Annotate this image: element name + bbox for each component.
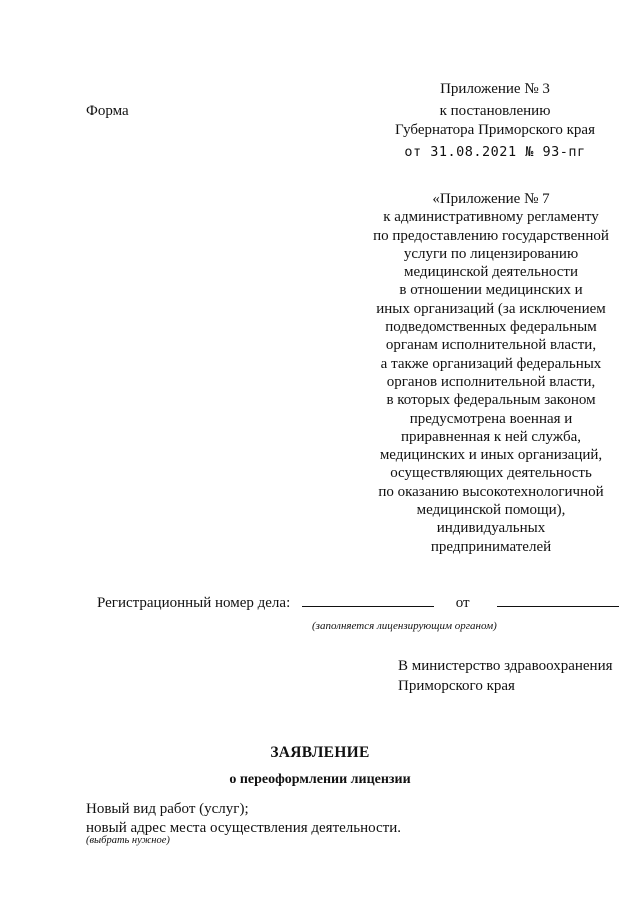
addressee-line2: Приморского края: [398, 678, 515, 694]
appendix7-line: иных организаций (за исключением: [376, 300, 606, 317]
option-new-work-type: Новый вид работ (услуг);: [86, 801, 249, 817]
appendix7-line: приравненная к ней служба,: [401, 428, 581, 445]
registration-note: (заполняется лицензирующим органом): [312, 620, 497, 632]
appendix7-line: предпринимателей: [430, 538, 552, 555]
appendix7-line: осуществляющих деятельность: [390, 465, 592, 482]
date-number-stamp: от 31.08.2021 № 93-пг: [404, 144, 586, 160]
document-title: ЗАЯВЛЕНИЕ: [270, 744, 370, 761]
appendix7-line: «Приложение № 7: [432, 191, 550, 207]
appendix7-line: в которых федеральным законом: [386, 392, 596, 409]
appendix7-line: медицинской помощи),: [416, 502, 566, 519]
appendix7-line: к административному регламенту: [383, 209, 599, 226]
appendix7-line: медицинских и иных организаций,: [379, 447, 603, 464]
appendix7-line: услуги по лицензированию: [403, 245, 579, 262]
form-label: Форма: [86, 103, 129, 119]
registration-label: Регистрационный номер дела:: [97, 595, 291, 611]
appendix7-line: в отношении медицинских и: [399, 282, 583, 299]
addressee-block: [398, 656, 613, 696]
appendix7-line: предусмотрена военная и: [409, 410, 573, 427]
appendix7-line: индивидуальных: [436, 520, 546, 537]
appendix-7-block: [356, 190, 626, 556]
appendix7-line: органам исполнительной власти,: [385, 337, 597, 354]
options-block: [86, 800, 401, 838]
registration-date-field[interactable]: [497, 594, 619, 607]
appendix7-line: органов исполнительной власти,: [386, 373, 596, 390]
document-subtitle: о переоформлении лицензии: [229, 772, 411, 787]
addressee-line1: В министерство здравоохранения: [398, 658, 613, 674]
registration-line: [97, 594, 619, 612]
appendix7-line: по оказанию высокотехнологичной: [378, 483, 604, 500]
registration-number-field[interactable]: [302, 594, 434, 607]
governor-text: Губернатора Приморского края: [395, 122, 595, 138]
options-note: (выбрать нужное): [86, 835, 170, 846]
appendix7-line: медицинской деятельности: [403, 264, 579, 281]
from-label: от: [455, 595, 470, 611]
appendix7-line: подведомственных федеральным: [385, 319, 597, 336]
appendix7-line: а также организаций федеральных: [380, 355, 602, 372]
to-decree-text: к постановлению: [439, 103, 551, 119]
appendix-3-header: [380, 80, 610, 162]
option-new-address: новый адрес места осуществления деятельности.: [86, 820, 401, 836]
appendix-label: Приложение № 3: [440, 81, 550, 97]
appendix7-line: по предоставлению государственной: [373, 227, 609, 244]
